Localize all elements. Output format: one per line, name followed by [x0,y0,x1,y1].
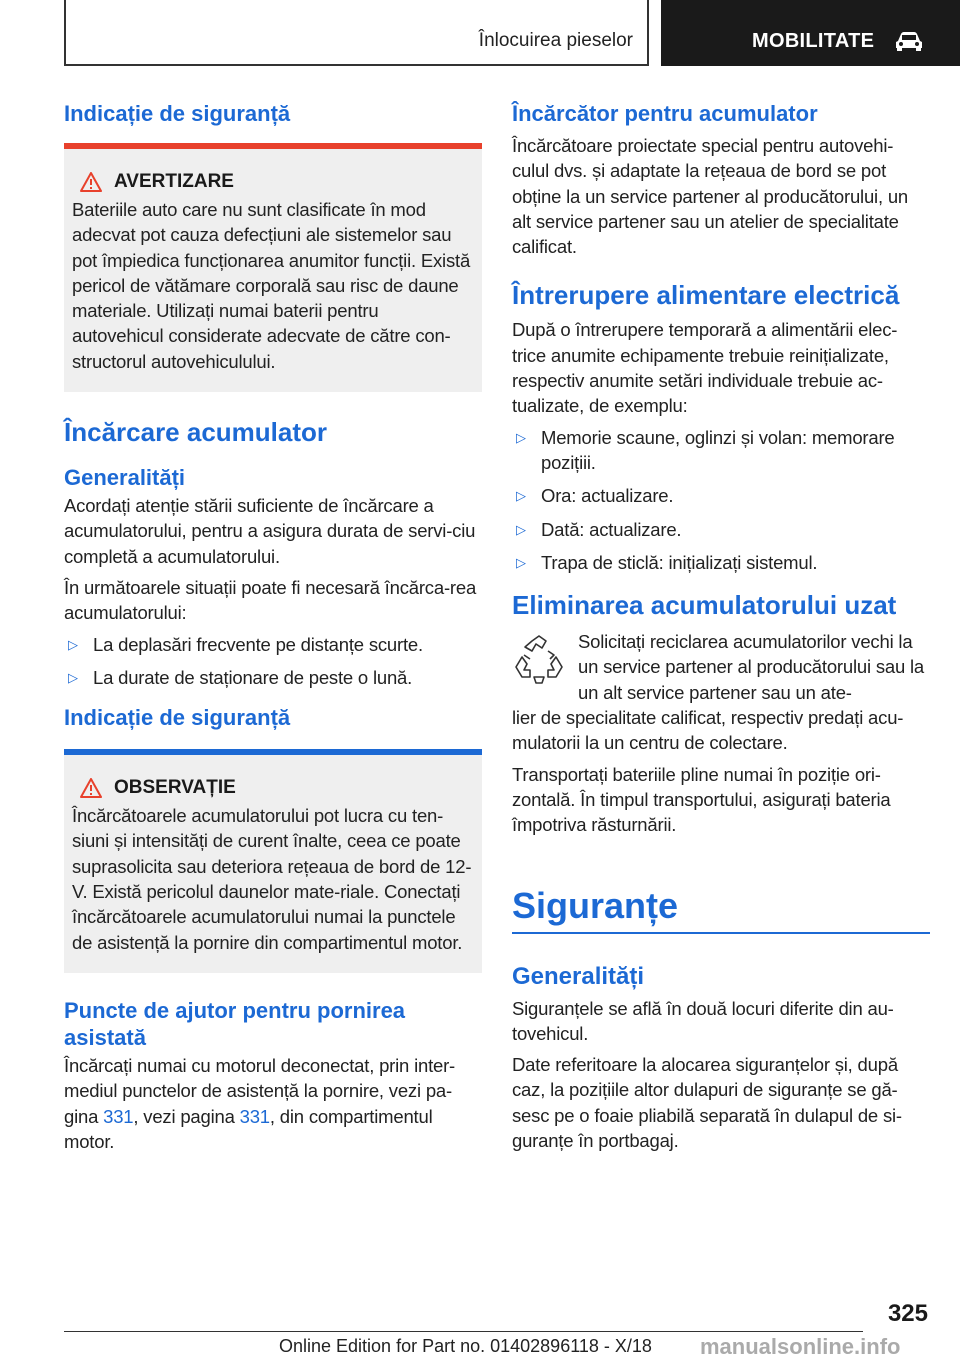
interrupt-list [512,425,930,575]
heading-fuses-general: Generalități [512,962,645,990]
situations-list [64,632,482,691]
list-item: ▷ La deplasări frecvente pe distanțe scurte. [64,632,482,657]
disposal-block [512,629,930,755]
bullet-triangle-icon: ▷ [68,669,78,685]
footer-edition: Online Edition for Part no. 01402896118 - X/18 [279,1336,652,1356]
list-item: ▷ Dată: actualizare. [512,517,930,542]
paragraph-disposal-rest: lier de specialitate calificat, respectiv predați acu-mulatorii la un centru de colectare. [512,707,904,754]
heading-safety-2: Indicație de siguranță [64,705,291,731]
bullet-triangle-icon: ▷ [68,636,78,652]
heading-fuses: Siguranțe [512,884,930,934]
bullet-triangle-icon: ▷ [516,488,526,504]
paragraph-fuses-2: Date referitoare la alocarea siguranțelor și, după caz, la pozițiile altor dulapuri de siguranțe se gă-sesc pe o foaie pliabilă separată în dulapul de si-guranțe în portbagaj. [512,1054,902,1152]
bullet-triangle-icon: ▷ [516,521,526,537]
car-icon [894,30,924,52]
heading-jumpstart: Puncte de ajutor pentru pornirea asistată [64,997,406,1050]
paragraph-fuses-1: Siguranțele se află în două locuri diferite din au-tovehicul. [512,997,894,1044]
warning-triangle-icon [80,778,102,798]
heading-charging: Încărcare acumulator [64,417,328,448]
right-column [512,100,930,1159]
paragraph-general: Acordați atenție stării suficiente de încărcare a acumulatorului, pentru a asigura durata de servi-ciu completă a acumulatorului. [64,495,476,567]
bullet-triangle-icon: ▷ [516,429,526,445]
warning-triangle-icon [80,172,102,192]
paragraph-charger: Încărcătoare proiectate special pentru autovehi-culul dvs. și adaptate la rețeaua de bord se pot obține la un service partener al producătorului, un alt service partener sau un atelier de specialitate calificat. [512,135,909,258]
paragraph-situations: În următoarele situații poate fi necesară încărca-rea acumulatorului: [64,576,477,624]
notice-text: Încărcătoarele acumulatorului pot lucra cu ten-siuni și intensități de curent înalte, ceea ce poate suprasolicita sau deteriora rețeaua de bord de 12-V. Există pericolul daunelor mate-riale. Conectați încărcătoarele acumulatorului numai la punctele de asistență la pornire din compartimentul motor. [72,805,472,953]
heading-charger: Încărcător pentru acumulator [512,101,818,126]
header-section-box [64,0,649,66]
footer-divider [64,1331,863,1332]
heading-safety-1: Indicație de siguranță [64,101,291,126]
list-item: ▷ Ora: actualizare. [512,483,930,508]
page-number: 325 [887,1300,928,1327]
list-item: ▷ La durate de staționare de peste o lună. [64,665,482,690]
warning-box [64,143,482,392]
notice-title-row [72,777,474,799]
paragraph-interrupt: După o întrerupere temporară a alimentării elec-trice anumite echipamente trebuie reinițializate, respectiv anumite setări individuale trebuie ac-tualizate, de exemplu: [512,319,898,417]
notice-box [64,749,482,973]
paragraph-transport: Transportați bateriile pline numai în poziție ori-zontală. În timpul transportului, asigurați bateria împotriva răsturnării. [512,763,891,836]
heading-general: Generalități [64,465,186,491]
header-chapter-box [661,0,960,66]
header-section-title: Înlocuirea pieselor [478,30,633,51]
paragraph-jumpstart: Încărcați numai cu motorul deconectat, prin inter-mediul punctelor de asistență la pornire, vezi pa-gina 331, vezi pagina 331, din compartimentul motor. [64,1054,456,1152]
header-chapter-title: MOBILITATE [752,30,875,52]
heading-interrupt: Întrerupere alimentare electrică [512,280,900,311]
warning-text: Bateriile auto care nu sunt clasificate în mod adecvat pot cauza defecțiuni ale sistemelor sau pot împiedica funcționarea anumitor funcții. Există pericol de vătămare corporală sau risc de daune materiale. Utilizați numai baterii pentru autovehicul considerate adecvate de către con-structorul autovehiculului. [72,199,471,372]
recycle-icon [512,633,566,687]
warning-title-row [72,171,474,193]
list-item: ▷ Trapa de sticlă: inițializați sistemul. [512,550,930,575]
heading-disposal: Eliminarea acumulatorului uzat [512,590,897,621]
warning-title: AVERTIZARE [114,171,234,192]
footer-watermark: manualsonline.info [700,1334,901,1359]
left-column [64,100,482,1160]
notice-title: OBSERVAȚIE [114,777,236,799]
paragraph-disposal-indent: Solicitați reciclarea acumulatorilor vechi la un service partener al producătorului sau la un alt service partener sau un ate- [578,631,924,703]
list-item: ▷ Memorie scaune, oglinzi și volan: memorare pozițiii. [512,425,930,476]
page-link[interactable]: 331 [239,1105,270,1127]
bullet-triangle-icon: ▷ [516,554,526,570]
page-link[interactable]: 331 [103,1105,134,1127]
